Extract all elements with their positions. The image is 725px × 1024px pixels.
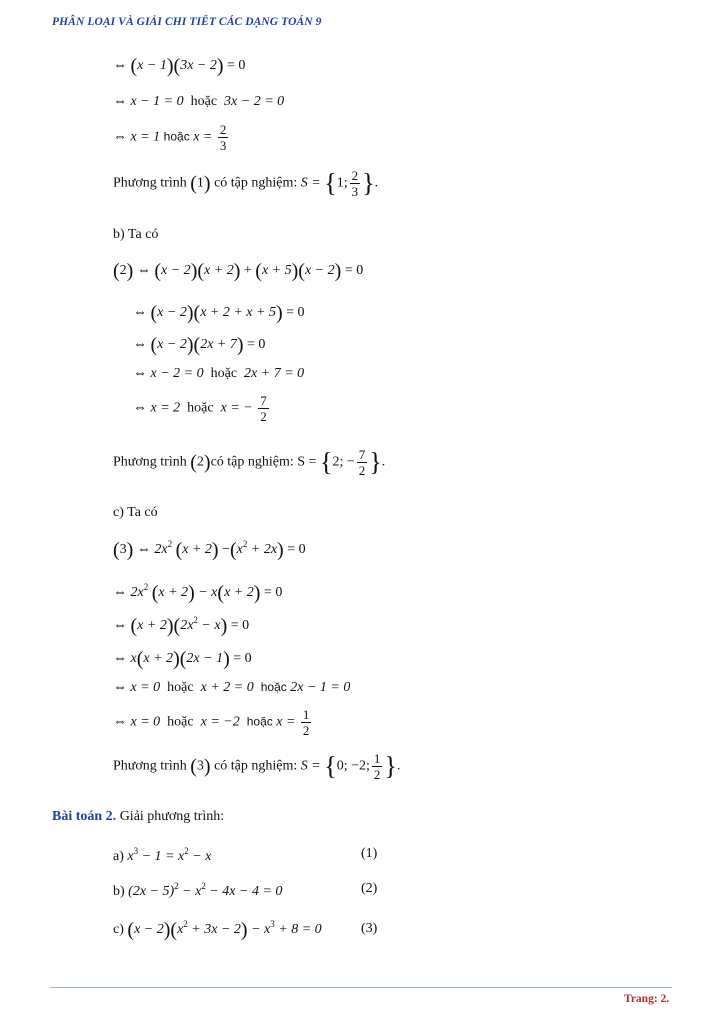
page-number: Trang: 2.: [624, 993, 670, 1005]
eq-a-line3: ⇔ x = 1 hoặc x = $\frac{2}{3}$: [113, 122, 227, 153]
eq-c-line2: ⇔ $(x + 2)(2x^2 - x) = 0$: [113, 615, 250, 637]
part-b-intro: b) Ta có: [113, 227, 159, 242]
eq-b-line3: ⇔ x − 2 = 0 hoặc 2x + 7 = 0: [133, 366, 305, 381]
problem-2b-number: (2): [361, 881, 378, 896]
footer-rule: [50, 987, 672, 988]
problem-2c: c) $(x - 2)(x^2 + 3x - 2) - x^3 + 8 = 0$: [113, 919, 322, 941]
eq-c-line4: ⇔ x = 0 hoặc x + 2 = 0 hoặc 2x − 1 = 0: [113, 680, 351, 695]
eq-b-line2: ⇔ (x − 2)(2x + 7) = 0: [133, 334, 266, 356]
problem-2-title: Bài toán 2.: [52, 809, 117, 824]
problem-2b: b) $(2x - 5)^2 - x^2 - 4x - 4 = 0$: [113, 881, 283, 899]
eq-c-line0: (3) ⇔ $2x^2$ $(x + 2) -(x^2 + 2x) = 0$: [113, 539, 306, 561]
problem-2a: a) $x^3 - 1 = x^2 - x$: [113, 846, 212, 864]
solution-b: Phương trình (2)có tập nghiệm: S = {2; − $\frac{7}{2}$ }.: [113, 447, 386, 478]
eq-a-line2: ⇔ x − 1 = 0 hoặc 3x − 2 = 0: [113, 94, 285, 109]
solution-a: Phương trình (1) có tập nghiệm: S = {1; $\frac{2}{3}$ }.: [113, 168, 379, 199]
problem-2a-number: (1): [361, 846, 378, 861]
eq-c-line3: ⇔ x(x + 2)(2x − 1) = 0: [113, 648, 252, 670]
eq-c-line1: ⇔ $2x^2$ (x + 2) − x(x + 2) = 0: [113, 582, 283, 604]
eq-a-line1: ⇔ (x − 1)(3x − 2) = 0: [113, 55, 246, 77]
problem-2-text: Giải phương trình:: [119, 809, 225, 824]
eq-c-line5: ⇔ x = 0 hoặc x = −2 hoặc x = $\frac{1}{2}$: [113, 707, 310, 738]
eq-b-line4: ⇔ x = 2 hoặc x = − $\frac{7}{2}$: [133, 393, 267, 424]
problem-2-heading: [52, 810, 224, 824]
fraction: $\frac{2}{3}$: [219, 122, 227, 153]
part-c-intro: c) Ta có: [113, 505, 158, 520]
eq-b-line0: (2) ⇔ (x − 2)(x + 2) + (x + 5)(x − 2) = 0: [113, 260, 364, 282]
problem-2c-number: (3): [361, 921, 378, 936]
solution-c: Phương trình (3) có tập nghiệm: S = {0; −2; $\frac{1}{2}$ }.: [113, 751, 401, 782]
eq-b-line1: ⇔ (x − 2)(x + 2 + x + 5) = 0: [133, 302, 305, 324]
page-header: PHÂN LOẠI VÀ GIẢI CHI TIẾT CÁC DẠNG TOÁN 9: [52, 16, 322, 28]
